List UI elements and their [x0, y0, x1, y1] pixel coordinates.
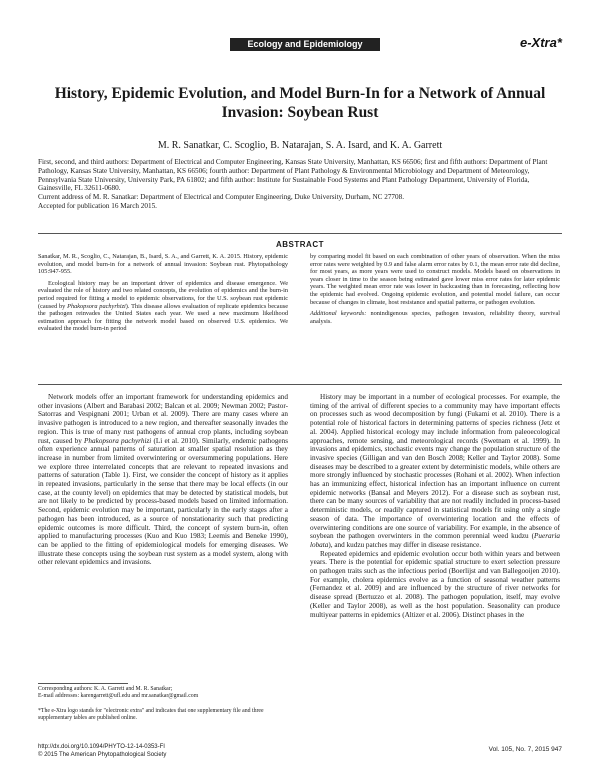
body-text: Network models offer an important framework for understanding epidemics and other invasions (Albert and Barabasi 2002; Balcan et al. 2009; Newman 2002; Pastor-Satorras and Vespignani 2001; Urban et al. 2009). There are many cases where an invasive pathogen is introduced to a new region, and thereafter seasonally invades the region. This is true of many rust pathogens of annual crop plants, including soybean rust, caused by [38, 393, 288, 445]
keywords-label: Additional keywords: [310, 310, 367, 318]
body-left-column [38, 393, 288, 567]
current-address: Current address of M. R. Sanatkar: Department of Electrical and Computer Engineering, Duke University, Durham, NC 27708. [38, 193, 405, 202]
body-text: ), and kudzu patches may differ in disease resistance. [328, 540, 482, 549]
body-text: History may be important in a number of ecological processes. For example, the timing of the arrival of different species to a community may have important effects on processes such as wood decomposition by fungi (Fukami et al. 2010). There is a potential role of historical factors in determining patterns of species richness (Jetz et al. 2004). Applied historical ecology may include information from paleoecological approaches, remote sensing, and meteorological records (Swetnam et al. 1999). In invasions and epidemics, stochastic events may change the population structure of the invasive species (Gilligan and van den Bosch 2008; Keller and Taylor 2008). Some diseases may be described to a greater extent by deterministic models, while others are more strongly influenced by stochastic processes (Rohani et al. 2002). When infection has an immunizing effect, historical infection has an important influence on current epidemic networks (Bansal and Meyers 2012). For a disease such as soybean rust, there can be many sources of variability that are not readily included in process-based deterministic models, or readily captured in statistical models fit using only a single season of data. The importance of overwintering location and the effects of overwintering conditions are one source of variability. For example, in the absence of soybean the pathogen overwinters in the common perennial weed kudzu ( [310, 393, 560, 541]
divider [38, 384, 562, 385]
email-line: E-mail addresses: karengarrett@ufl.edu and mr.sanatkar@gmail.com [38, 693, 199, 699]
species-name: Pueraria lobata [310, 532, 560, 549]
doi-link[interactable]: http://dx.doi.org/10.1094/PHYTO-12-14-0353-FI [38, 744, 165, 750]
body-paragraph [38, 393, 288, 567]
affiliation-text: First, second, and third authors: Department of Electrical and Computer Engineering, Kansas State University, Manhattan, KS 66506; first and fifth authors: Department of Plant Pathology, Kansas State University, Manhattan, KS 66506; fourth author: Department of Plant Pathology & Environmental Microbiology and Department of Meteorology, Pennsylvania State University, University Park, PA 61802; and fifth author: Institute for Sustainable Food Systems and Plant Pathology Department, University of Florida, Gainesville, FL 32611-0680. [38, 158, 548, 193]
abstract-text: ). This disease allows evaluation of replicate epidemics because the pathogen reinvades the United States each year. We used a new maximum likelihood estimation approach for fitting the network model based on observed U.S. epidemics. We evaluated the model burn-in period [38, 302, 288, 333]
accepted-date: Accepted for publication 16 March 2015. [38, 201, 157, 210]
species-name: Phakopsora pachyrhizi [84, 436, 152, 445]
section-banner: Ecology and Epidemiology [230, 38, 380, 51]
abstract-paragraph [38, 280, 288, 333]
abstract-citation: Sanatkar, M. R., Scoglio, C., Natarajan, B., Isard, S. A., and Garrett, K. A. 2015. History, epidemic evolution, and model burn-in for a network of annual invasion: Soybean rust. Phytopathology 105:947-955. [38, 253, 288, 276]
body-paragraph: Repeated epidemics and epidemic evolution occur both within years and between years. There is the potential for epidemic spatial structure to exert selection pressure on pathogen traits such as the infectious period (Boerlijst and van Ballegooijen 2010). For example, cholera epidemics evolve as a function of seasonal weather patterns (Fernandez et al. 2009) and are influenced by the structure of river networks for disease spread (Bertuzzo et al. 2008). The pathogen population, itself, may evolve (Keller and Taylor 2008), as well as the host population. Seasonality can produce multiyear patterns in epidemics (Altizer et al. 2006). Distinct phases in the [310, 549, 560, 619]
abstract-right-column [310, 253, 560, 329]
e-xtra-footnote: *The e-Xtra logo stands for "electronic extra" and indicates that one supplementary file and three supplementary tables are published online. [38, 708, 264, 721]
body-text: (Li et al. 2010). Similarly, endemic pathogens often experience annual patterns of saturation at smaller spatial resolution as they increase in number from limited overwintering or oversummering populations. Here we explore three interrelated concepts that are relevant to repeated invasions and patterns of saturation (Table 1). First, we consider the concept of history as it applies in repeated invasions, particularly in the sense that there may be local effects (in our case, at the county level) on epidemics that may be detected by statistical models, but are not likely to be predicted by process-based models based on limited information. Second, epidemic evolution may be important, particularly in the early stages after a pathogen has been introduced, as a source of nonstationarity such that predicting epidemic outcomes is more difficult. Third, the concept of system burn-in, often applied to manufacturing processes (Kuo and Kuo 1983; Leemis and Beneke 1990), can be applied to the fitting of epidemiological models for emerging diseases. We illustrate these concepts using the soybean rust system as a model system, along with other relevant epidemics and invasions. [38, 436, 289, 567]
body-paragraph [310, 393, 560, 550]
keywords-text: nonindigenous species, pathogen invasion, reliability theory, survival analysis. [310, 310, 561, 325]
doi-block [38, 743, 288, 759]
corresponding-line: Corresponding authors: K. A. Garrett and M. R. Sanatkar; [38, 686, 173, 692]
divider [38, 233, 562, 234]
e-xtra-logo: e-Xtra* [520, 35, 562, 50]
volume-page-number: Vol. 105, No. 7, 2015 947 [488, 746, 562, 753]
abstract-paragraph: by comparing model fit based on each combination of other years of observation. When the miss error rates were weighted by 0.9 and false alarm error rates by 0.1, the mean error rate did decline, for most years, as more years were used to construct models. Models based on observations in years closer in time to the season being estimated gave lower miss error rates for later epidemic years. The weighted mean error rate was lower in backcasting than in forecasting, reflecting how the epidemic had evolved. Ongoing epidemic evolution, and potential model failure, can occur because of changes in climate, host resistance and spatial patterns, or pathogen evolution. [310, 253, 560, 306]
abstract-left-column [38, 253, 288, 337]
article-title: History, Epidemic Evolution, and Model Burn-In for a Network of Annual Invasion: Soybean Rust [54, 85, 546, 121]
article-authors: M. R. Sanatkar, C. Scoglio, B. Natarajan, S. A. Isard, and K. A. Garrett [157, 140, 443, 151]
corresponding-authors [38, 686, 288, 700]
body-right-column [310, 393, 560, 619]
copyright: © 2015 The American Phytopathological Society [38, 752, 167, 758]
additional-keywords [310, 310, 560, 325]
affiliations [38, 158, 562, 211]
species-name: Phakopsora pachyrhizi [67, 302, 126, 310]
abstract-text: Ecological history may be an important driver of epidemics and disease emergence. We evaluated the role of history and two related concepts, the evolution of epidemics and the burn-in period required for fitting a model to epidemic observations, for the U.S. soybean rust epidemic (caused by [38, 279, 288, 310]
abstract-heading: ABSTRACT [276, 240, 324, 249]
footnote-divider [38, 683, 128, 684]
